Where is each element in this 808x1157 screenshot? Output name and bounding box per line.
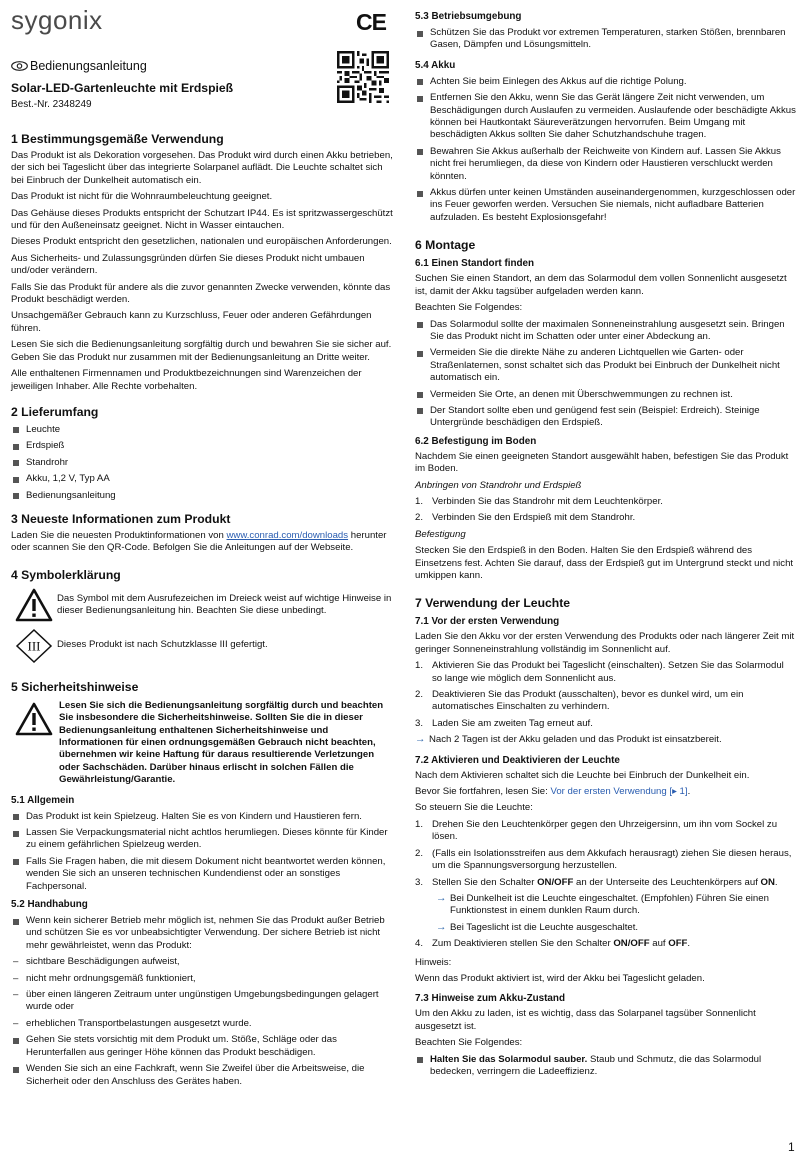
list-item: Akku, 1,2 V, Typ AA — [11, 473, 393, 485]
s53-title: 5.3 Betriebsumgebung — [415, 11, 522, 22]
qr-code[interactable] — [337, 51, 389, 103]
paragraph: So steuern Sie die Leuchte: — [415, 802, 533, 814]
s7-title: 7 Verwendung der Leuchte — [415, 596, 571, 611]
list-item: Achten Sie beim Einlegen des Akkus auf die richtige Polung. — [415, 76, 796, 88]
arrow-right-icon: → — [436, 891, 447, 904]
list-item: 2. (Falls ein Isolationsstreifen aus dem Akkufach herausragt) ziehen Sie diesen heraus, um die Spannungsversorgung herzustellen. — [415, 847, 792, 872]
s2-title: 2 Lieferumfang — [11, 404, 99, 419]
assembly-steps — [415, 496, 796, 525]
s4-title: 4 Symbolerklärung — [11, 567, 121, 582]
paragraph: Alle enthaltenen Firmennamen und Produktbezeichnungen sind Warenzeichen der jeweiligen Inhaber. Alle Rechte vorbehalten. — [11, 368, 362, 392]
control-steps-2 — [415, 938, 796, 950]
doc-type: Bedienungsanleitung — [30, 59, 147, 73]
warning-triangle-icon — [15, 588, 53, 622]
product-title: Solar-LED-Gartenleuchte mit Erdspieß — [11, 81, 234, 95]
title-block — [11, 44, 393, 114]
paragraph: Nach dem Aktivieren schaltet sich die Leuchte bei Einbruch der Dunkelheit ein. — [415, 769, 750, 781]
s3-paragraph: Laden Sie die neuesten Produktinformationen von www.conrad.com/downloads herunter oder scannen Sie den QR-Code. Befolgen Sie die Anleitungen auf der Webseite. — [11, 529, 387, 554]
delivery-list — [11, 424, 393, 502]
header-bar — [11, 0, 393, 44]
paragraph: Das Produkt ist als Dekoration vorgesehen. Das Produkt wird durch einen Akku betrieben, der sich bei Tageslicht über das integrierte Solarpanel auflädt. Die Leuchte schaltet sich bei Einbruch der Dunkelheit automatisch ein. — [11, 150, 393, 186]
s73-title: 7.3 Hinweise zum Akku-Zustand — [415, 993, 565, 1005]
warning-symbol-row — [11, 588, 393, 622]
list-item: 3. Stellen Sie den Schalter ON/OFF an der Unterseite des Leuchtenkörpers auf ON. — [415, 876, 778, 888]
list-item: 2. Verbinden Sie den Erdspieß mit dem Standrohr. — [415, 512, 636, 524]
order-number: Best.-Nr. 2348249 — [11, 99, 92, 110]
s1-body — [11, 150, 393, 393]
list-item: – über einen längeren Zeitraum unter ungünstigen Umgebungsbedingungen gelagert wurde oder — [11, 989, 393, 1014]
location-list — [415, 319, 796, 430]
list-item: Lassen Sie Verpackungsmaterial nicht achtlos herumliegen. Dieses könnte für Kinder zu einem gefährlichen Spielzeug werden. — [11, 827, 393, 852]
first-use-link[interactable]: Vor der ersten Verwendung — [550, 786, 667, 798]
warning-symbol-text: Das Symbol mit dem Ausrufezeichen im Dreieck weist auf wichtige Hinweise in dieser Bedienungsanleitung hin. Beachten Sie diese unbedingt. — [57, 592, 392, 617]
list-item: Vermeiden Sie Orte, an denen mit Überschwemmungen zu rechnen ist. — [415, 389, 796, 401]
list-item: Gehen Sie stets vorsichtig mit dem Produkt um. Stöße, Schläge oder das Herunterfallen aus geringer Höhe können das Produkt beschädigen. — [11, 1034, 393, 1059]
list-item: 2. Deaktivieren Sie das Produkt (ausschalten), bevor es dunkel wird, um ein automatisches Einschalten zu verhindern. — [415, 689, 744, 713]
s61-title: 6.1 Einen Standort finden — [415, 258, 535, 270]
handling-list — [11, 915, 393, 952]
safety-intro-text: Lesen Sie sich die Bedienungsanleitung sorgfältig durch und beachten Sie insbesondere die Sicherheitshinweise. Sollten Sie die in dieser Bedienungsanleitung enthaltenen Sicherheitshinweise und Informationen für einen ordnungsgemäßen Gebrauch nicht beachten, übernehmen wir keine Haftung für daraus resultierende Verletzungen oder Sachschäden. Darüber hinaus erlischt in solchen Fällen die Gewährleistung/Garantie. — [59, 699, 384, 786]
paragraph: Dieses Produkt entspricht den gesetzlichen, nationalen und europäischen Anforderungen. — [11, 236, 392, 248]
list-item: Akkus dürfen unter keinen Umständen auseinandergenommen, kurzgeschlossen oder ins Feuer geworfen werden. Versuchen Sie niemals, nicht aufladbare Batterien aufzuladen. Es besteht Explosionsgefahr! — [415, 187, 796, 224]
list-item: Das Produkt ist kein Spielzeug. Halten Sie es von Kindern und Haustieren fern. — [11, 811, 393, 823]
list-item: Erdspieß — [11, 440, 393, 452]
page-ref-link[interactable]: [▸ 1] — [669, 786, 688, 798]
list-item: Entfernen Sie den Akku, wenn Sie das Gerät längere Zeit nicht verwenden, um Beschädigungen durch Auslaufen zu vermeiden. Auslaufende oder beschädigte Akkus können bei Hautkontakt Säureverätzungen hervorrufen. Beim Umgang mit beschädigten Akkus sollten Sie daher Schutzhandschuhe tragen. — [415, 92, 796, 142]
list-item: Vermeiden Sie die direkte Nähe zu anderen Lichtquellen wie Garten- oder Straßenlaternen, sonst schaltet sich das Produkt bei Einbruch der Dunkelheit nicht automatisch ein. — [415, 347, 796, 384]
list-item: 1. Drehen Sie den Leuchtenkörper gegen den Uhrzeigersinn, um ihn vom Sockel zu lösen. — [415, 818, 778, 843]
list-item: 1. Aktivieren Sie das Produkt bei Tageslicht (einschalten). Setzen Sie das Solarmodul so lange wie möglich dem Sonnenlicht aus. — [415, 660, 784, 684]
paragraph: Das Gehäuse dieses Produkts entspricht der Schutzart IP44. Es ist spritzwassergeschützt und für den Außeneinsatz geeignet. Nicht in Wasser eintauchen. — [11, 207, 393, 232]
s1-title: 1 Bestimmungsgemäße Verwendung — [11, 132, 224, 146]
ce-mark: CE — [356, 9, 386, 35]
handling-dash-list — [11, 956, 393, 1030]
list-item: Falls Sie Fragen haben, die mit diesem Dokument nicht beantwortet werden können, wenden Sie sich an unseren technischen Kundendienst oder an sonstiges Fachpersonal. — [11, 856, 393, 893]
safety-intro — [11, 700, 393, 787]
list-item: Bewahren Sie Akkus außerhalb der Reichweite von Kindern auf. Lassen Sie Akkus nicht frei herumliegen, da diese von Kindern oder Haustieren verschluckt werden könnten. — [415, 146, 796, 183]
list-item: 4. Zum Deaktivieren stellen Sie den Schalter ON/OFF auf OFF. — [415, 938, 691, 950]
list-item: Wenn kein sicherer Betrieb mehr möglich ist, nehmen Sie das Produkt außer Betrieb und schützen Sie es vor unbeabsichtigter Verwendung. Der sichere Betrieb ist nicht mehr gewährleistet, wenn das Produkt: — [11, 915, 393, 952]
list-item: Wenden Sie sich an eine Fachkraft, wenn Sie Zweifel über die Arbeitsweise, die Sicherheit oder den Anschluss des Gerätes haben. — [11, 1063, 393, 1088]
battery-state-list — [415, 1054, 796, 1079]
s51-title: 5.1 Allgemein — [11, 794, 75, 806]
battery-list — [415, 76, 796, 224]
paragraph: Beachten Sie Folgendes: — [415, 1037, 523, 1049]
paragraph: Lesen Sie sich die Bedienungsanleitung sorgfältig durch und bewahren Sie sie sicher auf. Geben Sie das Produkt nur zusammen mit der Bedienungsanleitung an Dritte weiter. — [11, 339, 392, 363]
handling-list-2 — [11, 1034, 393, 1088]
paragraph: Das Produkt ist nicht für die Wohnraumbeleuchtung geeignet. — [11, 191, 273, 203]
list-item: – sichtbare Beschädigungen aufweist, — [11, 956, 393, 968]
s62-title: 6.2 Befestigung im Boden — [415, 435, 537, 447]
s5-title: 5 Sicherheitshinweise — [11, 679, 139, 694]
downloads-link[interactable]: www.conrad.com/downloads — [226, 529, 349, 541]
list-item: Der Standort sollte eben und genügend fest sein (Beispiel: Erdreich). Steinige Untergründe beschädigen den Erdspieß. — [415, 405, 796, 430]
list-item: Halten Sie das Solarmodul sauber. Staub und Schmutz, die das Solarmodul bedecken, verringern die Ladeeffizienz. — [415, 1054, 796, 1079]
subheading: Befestigung — [415, 528, 466, 540]
class3-symbol-text: Dieses Produkt ist nach Schutzklasse III gefertigt. — [57, 638, 268, 650]
paragraph: Nachdem Sie einen geeigneten Standort ausgewählt haben, befestigen Sie das Produkt im Boden. — [415, 450, 789, 475]
protection-class-3-icon — [15, 628, 53, 664]
results-block — [415, 893, 796, 934]
paragraph: Stecken Sie den Erdspieß in den Boden. Halten Sie den Erdspieß während des Einsetzens fest. Achten Sie darauf, dass der Erdspieß gut im Untergrund steckt und nicht umkippen kann. — [415, 545, 794, 581]
paragraph: Aus Sicherheits- und Zulassungsgründen dürfen Sie dieses Produkt nicht umbauen und/oder verändern. — [11, 252, 365, 277]
paragraph: Suchen Sie einen Standort, an dem das Solarmodul dem vollen Sonnenlicht ausgesetzt ist, damit der Akku tagsüber aufgeladen werden kann. — [415, 273, 787, 297]
result-line: → Nach 2 Tagen ist der Akku geladen und das Produkt ist einsatzbereit. — [415, 733, 722, 746]
right-column — [415, 0, 796, 1082]
list-item: – nicht mehr ordnungsgemäß funktioniert, — [11, 973, 393, 985]
list-item: – erheblichen Transportbelastungen ausgesetzt wurde. — [11, 1018, 393, 1030]
result-line: → Bei Dunkelheit ist die Leuchte eingeschaltet. (Empfohlen) Führen Sie einen Funktionstest in einem dunklen Raum durch. — [436, 891, 769, 917]
list-item: Schützen Sie das Produkt vor extremen Temperaturen, starken Stößen, brennbaren Gasen, Dämpfen und Lösungsmitteln. — [415, 27, 796, 52]
paragraph: Laden Sie den Akku vor der ersten Verwendung des Produkts oder nach längerer Zeit mit geringer Sonneneinstrahlung vollständig im Sonnenlicht auf. — [415, 631, 795, 655]
paragraph: Unsachgemäßer Gebrauch kann zu Kurzschluss, Feuer oder anderen Gefährdungen führen. — [11, 310, 372, 334]
paragraph: Beachten Sie Folgendes: — [415, 302, 523, 314]
list-item: Leuchte — [11, 424, 393, 436]
first-use-steps — [415, 660, 796, 730]
list-item: Bedienungsanleitung — [11, 490, 393, 502]
paragraph: Falls Sie das Produkt für andere als die zuvor genannten Zwecke verwenden, könnte das Produkt beschädigt werden. — [11, 281, 391, 306]
class3-symbol-row — [11, 632, 393, 666]
page-number: 1 — [788, 1140, 795, 1154]
paragraph: Um den Akku zu laden, ist es wichtig, dass das Solarpanel tagsüber Sonnenlicht ausgesetzt ist. — [415, 1008, 756, 1032]
s54-title: 5.4 Akku — [415, 59, 456, 71]
s71-title: 7.1 Vor der ersten Verwendung — [415, 616, 560, 628]
reference-paragraph: Bevor Sie fortfahren, lesen Sie: Vor der ersten Verwendung [▸ 1]. — [415, 786, 691, 798]
s52-title: 5.2 Handhabung — [11, 899, 88, 911]
s6-title: 6 Montage — [415, 238, 476, 253]
svg-text:III: III — [27, 638, 41, 654]
environment-list — [415, 27, 796, 52]
list-item: Das Solarmodul sollte der maximalen Sonneneinstrahlung ausgesetzt sein. Bringen Sie das Produkt nicht im Schatten oder unter einer Abdeckung an. — [415, 319, 796, 344]
result-line: → Bei Tageslicht ist die Leuchte ausgeschaltet. — [436, 920, 639, 933]
arrow-right-icon: → — [436, 920, 447, 933]
s3-title: 3 Neueste Informationen zum Produkt — [11, 511, 231, 526]
list-item: 1. Verbinden Sie das Standrohr mit dem Leuchtenkörper. — [415, 495, 663, 507]
control-steps — [415, 819, 796, 889]
warning-triangle-icon — [15, 702, 53, 736]
arrow-right-icon: → — [415, 733, 426, 746]
brand-logo: sygonix — [11, 5, 103, 35]
general-list — [11, 811, 393, 893]
list-item: Standrohr — [11, 457, 393, 469]
hint-text: Wenn das Produkt aktiviert ist, wird der Akku bei Tageslicht geladen. — [415, 972, 705, 984]
subheading: Anbringen von Standrohr und Erdspieß — [415, 479, 582, 491]
hint-label: Hinweis: — [415, 956, 452, 968]
eye-icon — [11, 61, 28, 71]
left-column — [11, 0, 393, 1092]
list-item: 3. Laden Sie am zweiten Tag erneut auf. — [415, 717, 593, 729]
s72-title: 7.2 Aktivieren und Deaktivieren der Leuchte — [415, 754, 620, 766]
